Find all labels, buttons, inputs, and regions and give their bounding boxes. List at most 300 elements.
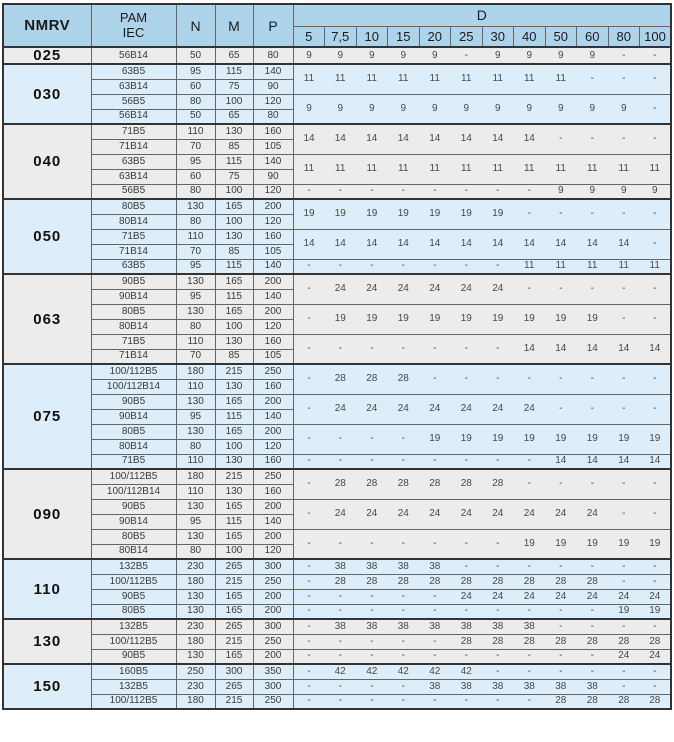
nmrv-cell: 110: [3, 559, 91, 619]
d-value-cell: -: [514, 469, 546, 499]
d-value-cell: -: [640, 499, 672, 529]
nmrv-cell: 040: [3, 124, 91, 199]
n-cell: 230: [176, 559, 215, 574]
d-value-cell: -: [545, 469, 577, 499]
d-value-cell: -: [419, 529, 451, 559]
pam-cell: 71B5: [91, 124, 176, 139]
n-cell: 110: [176, 379, 215, 394]
d-value-cell: 38: [419, 619, 451, 634]
spec-row: [3, 274, 671, 289]
d-value-cell: 19: [419, 199, 451, 229]
d-value-cell: -: [388, 679, 420, 694]
d-value-cell: -: [514, 664, 546, 679]
d-value-cell: -: [608, 499, 640, 529]
pam-cell: 90B5: [91, 394, 176, 409]
header-pam-line1: PAM: [119, 10, 148, 26]
pam-cell: 80B5: [91, 529, 176, 544]
m-cell: 100: [215, 184, 253, 199]
d-value-cell: -: [356, 649, 388, 664]
d-value-cell: 9: [419, 47, 451, 64]
p-cell: 350: [253, 664, 293, 679]
d-value-cell: 14: [325, 229, 357, 259]
d-value-cell: 24: [451, 499, 483, 529]
p-cell: 160: [253, 454, 293, 469]
n-cell: 230: [176, 679, 215, 694]
p-cell: 200: [253, 589, 293, 604]
d-value-cell: 11: [577, 154, 609, 184]
spec-row: [3, 499, 671, 514]
d-value-cell: -: [640, 559, 672, 574]
d-value-cell: -: [482, 364, 514, 394]
d-value-cell: 24: [419, 394, 451, 424]
d-value-cell: -: [388, 259, 420, 274]
header-nmrv: NMRV: [3, 4, 91, 47]
p-cell: 300: [253, 679, 293, 694]
d-value-cell: 11: [514, 154, 546, 184]
header-p: P: [253, 4, 293, 47]
m-cell: 65: [215, 47, 253, 64]
d-value-cell: -: [640, 199, 672, 229]
pam-cell: 90B14: [91, 409, 176, 424]
d-value-cell: 11: [356, 154, 388, 184]
d-value-cell: 11: [640, 259, 672, 274]
d-value-cell: -: [388, 454, 420, 469]
d-value-cell: 24: [577, 499, 609, 529]
p-cell: 140: [253, 154, 293, 169]
d-value-cell: -: [545, 364, 577, 394]
d-value-cell: -: [577, 619, 609, 634]
d-value-cell: 19: [514, 529, 546, 559]
d-value-cell: 42: [419, 664, 451, 679]
pam-cell: 100/112B14: [91, 379, 176, 394]
d-value-cell: -: [514, 199, 546, 229]
p-cell: 200: [253, 499, 293, 514]
header-d-col-40: 40: [514, 26, 546, 47]
m-cell: 165: [215, 199, 253, 214]
d-value-cell: -: [545, 604, 577, 619]
d-value-cell: 11: [451, 154, 483, 184]
d-value-cell: 28: [356, 469, 388, 499]
d-value-cell: 14: [608, 454, 640, 469]
p-cell: 160: [253, 334, 293, 349]
nmrv-cell: 075: [3, 364, 91, 469]
d-value-cell: 24: [482, 394, 514, 424]
d-value-cell: -: [419, 589, 451, 604]
d-value-cell: -: [325, 604, 357, 619]
d-value-cell: 11: [293, 154, 325, 184]
d-value-cell: -: [451, 604, 483, 619]
p-cell: 250: [253, 364, 293, 379]
d-value-cell: 28: [545, 574, 577, 589]
d-value-cell: -: [293, 274, 325, 304]
n-cell: 95: [176, 64, 215, 79]
d-value-cell: 14: [577, 229, 609, 259]
nmrv-cell: 090: [3, 469, 91, 559]
d-value-cell: -: [640, 469, 672, 499]
d-value-cell: 28: [356, 364, 388, 394]
d-value-cell: -: [419, 694, 451, 709]
d-value-cell: -: [388, 334, 420, 364]
d-value-cell: -: [419, 649, 451, 664]
p-cell: 200: [253, 529, 293, 544]
d-value-cell: -: [388, 694, 420, 709]
p-cell: 120: [253, 319, 293, 334]
d-value-cell: -: [293, 304, 325, 334]
m-cell: 165: [215, 589, 253, 604]
d-value-cell: -: [419, 634, 451, 649]
n-cell: 80: [176, 319, 215, 334]
d-value-cell: -: [388, 649, 420, 664]
d-value-cell: 14: [388, 124, 420, 154]
d-value-cell: 28: [419, 469, 451, 499]
d-value-cell: 42: [388, 664, 420, 679]
m-cell: 215: [215, 574, 253, 589]
d-value-cell: 28: [325, 574, 357, 589]
n-cell: 110: [176, 124, 215, 139]
m-cell: 215: [215, 469, 253, 484]
d-value-cell: 11: [388, 64, 420, 94]
p-cell: 250: [253, 694, 293, 709]
spec-row: [3, 559, 671, 574]
d-value-cell: -: [293, 634, 325, 649]
d-value-cell: 38: [419, 559, 451, 574]
spec-row: [3, 334, 671, 349]
p-cell: 200: [253, 604, 293, 619]
n-cell: 70: [176, 244, 215, 259]
spec-row: [3, 259, 671, 274]
p-cell: 160: [253, 379, 293, 394]
d-value-cell: -: [545, 274, 577, 304]
d-value-cell: -: [356, 694, 388, 709]
n-cell: 130: [176, 589, 215, 604]
d-value-cell: -: [356, 334, 388, 364]
pam-cell: 80B14: [91, 544, 176, 559]
d-value-cell: 28: [545, 634, 577, 649]
d-value-cell: 19: [388, 304, 420, 334]
d-value-cell: -: [451, 529, 483, 559]
d-value-cell: 19: [419, 424, 451, 454]
d-value-cell: 28: [325, 364, 357, 394]
d-value-cell: -: [577, 274, 609, 304]
d-value-cell: -: [514, 364, 546, 394]
d-value-cell: -: [388, 634, 420, 649]
d-value-cell: 38: [356, 619, 388, 634]
pam-cell: 100/112B5: [91, 364, 176, 379]
d-value-cell: 24: [419, 274, 451, 304]
spec-row: [3, 619, 671, 634]
d-value-cell: 38: [356, 559, 388, 574]
d-value-cell: -: [608, 274, 640, 304]
d-value-cell: -: [514, 454, 546, 469]
m-cell: 165: [215, 424, 253, 439]
spec-row: [3, 679, 671, 694]
pam-cell: 80B5: [91, 424, 176, 439]
m-cell: 165: [215, 604, 253, 619]
d-value-cell: 28: [451, 574, 483, 589]
d-value-cell: 19: [451, 424, 483, 454]
p-cell: 120: [253, 184, 293, 199]
d-value-cell: 28: [388, 469, 420, 499]
spec-row: [3, 199, 671, 214]
d-value-cell: 14: [356, 229, 388, 259]
d-value-cell: -: [545, 124, 577, 154]
d-value-cell: 14: [419, 229, 451, 259]
pam-cell: 90B5: [91, 649, 176, 664]
d-value-cell: -: [419, 454, 451, 469]
header-d-col-20: 20: [419, 26, 451, 47]
pam-cell: 71B5: [91, 334, 176, 349]
n-cell: 80: [176, 184, 215, 199]
pam-cell: 160B5: [91, 664, 176, 679]
m-cell: 165: [215, 394, 253, 409]
m-cell: 165: [215, 304, 253, 319]
d-value-cell: 11: [514, 64, 546, 94]
d-value-cell: 28: [577, 634, 609, 649]
p-cell: 105: [253, 139, 293, 154]
d-value-cell: 14: [608, 229, 640, 259]
d-value-cell: 38: [514, 679, 546, 694]
d-value-cell: -: [608, 364, 640, 394]
pam-cell: 71B5: [91, 229, 176, 244]
d-value-cell: 24: [451, 589, 483, 604]
p-cell: 300: [253, 619, 293, 634]
d-value-cell: 19: [482, 304, 514, 334]
spec-row: [3, 574, 671, 589]
pam-cell: 90B5: [91, 274, 176, 289]
n-cell: 95: [176, 289, 215, 304]
m-cell: 130: [215, 229, 253, 244]
d-value-cell: 28: [608, 694, 640, 709]
d-value-cell: 38: [577, 679, 609, 694]
d-value-cell: 24: [514, 394, 546, 424]
d-value-cell: 24: [419, 499, 451, 529]
pam-cell: 90B14: [91, 514, 176, 529]
n-cell: 95: [176, 514, 215, 529]
d-value-cell: -: [293, 679, 325, 694]
d-value-cell: -: [451, 364, 483, 394]
pam-cell: 63B14: [91, 169, 176, 184]
p-cell: 300: [253, 559, 293, 574]
d-value-cell: 9: [293, 94, 325, 124]
d-value-cell: 11: [482, 154, 514, 184]
d-value-cell: 28: [482, 469, 514, 499]
n-cell: 95: [176, 259, 215, 274]
d-value-cell: -: [388, 184, 420, 199]
d-value-cell: -: [577, 394, 609, 424]
d-value-cell: 9: [482, 94, 514, 124]
d-value-cell: 14: [482, 229, 514, 259]
d-value-cell: 38: [451, 679, 483, 694]
m-cell: 165: [215, 649, 253, 664]
p-cell: 140: [253, 259, 293, 274]
n-cell: 130: [176, 304, 215, 319]
m-cell: 215: [215, 364, 253, 379]
d-value-cell: 24: [482, 499, 514, 529]
d-value-cell: 9: [514, 94, 546, 124]
d-value-cell: 9: [545, 184, 577, 199]
d-value-cell: -: [482, 604, 514, 619]
d-value-cell: 38: [514, 619, 546, 634]
d-value-cell: 24: [482, 274, 514, 304]
m-cell: 100: [215, 319, 253, 334]
m-cell: 75: [215, 169, 253, 184]
m-cell: 100: [215, 214, 253, 229]
d-value-cell: -: [640, 64, 672, 94]
d-value-cell: 19: [419, 304, 451, 334]
d-value-cell: -: [293, 454, 325, 469]
d-value-cell: 24: [545, 499, 577, 529]
d-value-cell: 28: [640, 634, 672, 649]
d-value-cell: 19: [482, 424, 514, 454]
d-value-cell: 28: [325, 469, 357, 499]
p-cell: 160: [253, 484, 293, 499]
d-value-cell: 14: [388, 229, 420, 259]
pam-cell: 63B5: [91, 259, 176, 274]
d-value-cell: -: [482, 694, 514, 709]
pam-cell: 90B14: [91, 289, 176, 304]
n-cell: 180: [176, 634, 215, 649]
d-value-cell: 24: [545, 589, 577, 604]
d-value-cell: 14: [577, 334, 609, 364]
m-cell: 130: [215, 124, 253, 139]
pam-cell: 90B5: [91, 589, 176, 604]
d-value-cell: 38: [482, 679, 514, 694]
p-cell: 200: [253, 394, 293, 409]
pam-cell: 100/112B5: [91, 694, 176, 709]
pam-cell: 90B5: [91, 499, 176, 514]
d-value-cell: -: [293, 559, 325, 574]
d-value-cell: 11: [293, 64, 325, 94]
d-value-cell: -: [482, 259, 514, 274]
d-value-cell: -: [293, 589, 325, 604]
d-value-cell: -: [608, 199, 640, 229]
p-cell: 140: [253, 289, 293, 304]
d-value-cell: 19: [608, 529, 640, 559]
d-value-cell: 24: [640, 649, 672, 664]
d-value-cell: 19: [545, 304, 577, 334]
p-cell: 250: [253, 574, 293, 589]
header-d-col-30: 30: [482, 26, 514, 47]
d-value-cell: -: [482, 529, 514, 559]
p-cell: 90: [253, 79, 293, 94]
nmrv-cell: 050: [3, 199, 91, 274]
d-value-cell: 9: [514, 47, 546, 64]
d-value-cell: -: [293, 664, 325, 679]
header-d-col-80: 80: [608, 26, 640, 47]
d-value-cell: 38: [545, 679, 577, 694]
d-value-cell: 14: [451, 124, 483, 154]
d-value-cell: 28: [388, 364, 420, 394]
m-cell: 130: [215, 379, 253, 394]
n-cell: 130: [176, 199, 215, 214]
d-value-cell: 19: [577, 304, 609, 334]
d-value-cell: 19: [545, 529, 577, 559]
d-value-cell: 38: [482, 619, 514, 634]
d-value-cell: -: [608, 619, 640, 634]
spec-row: [3, 64, 671, 79]
d-value-cell: -: [356, 529, 388, 559]
d-value-cell: 28: [451, 469, 483, 499]
m-cell: 65: [215, 109, 253, 124]
d-value-cell: 9: [325, 94, 357, 124]
d-value-cell: 19: [356, 199, 388, 229]
d-value-cell: 28: [356, 574, 388, 589]
d-value-cell: -: [356, 679, 388, 694]
d-value-cell: -: [451, 454, 483, 469]
d-value-cell: -: [608, 47, 640, 64]
d-value-cell: -: [577, 649, 609, 664]
d-value-cell: -: [325, 679, 357, 694]
p-cell: 250: [253, 469, 293, 484]
n-cell: 110: [176, 454, 215, 469]
n-cell: 230: [176, 619, 215, 634]
m-cell: 265: [215, 619, 253, 634]
spec-row: [3, 364, 671, 379]
m-cell: 115: [215, 409, 253, 424]
d-value-cell: -: [356, 184, 388, 199]
d-value-cell: 9: [545, 47, 577, 64]
d-value-cell: -: [577, 664, 609, 679]
p-cell: 80: [253, 109, 293, 124]
d-value-cell: -: [356, 634, 388, 649]
n-cell: 60: [176, 79, 215, 94]
spec-row: [3, 469, 671, 484]
n-cell: 130: [176, 274, 215, 289]
d-value-cell: 9: [325, 47, 357, 64]
n-cell: 130: [176, 499, 215, 514]
m-cell: 100: [215, 94, 253, 109]
d-value-cell: 14: [514, 229, 546, 259]
pam-cell: 63B14: [91, 79, 176, 94]
p-cell: 200: [253, 199, 293, 214]
d-value-cell: -: [640, 364, 672, 394]
d-value-cell: -: [608, 574, 640, 589]
header-d-col-7_5: 7,5: [325, 26, 357, 47]
pam-cell: 56B5: [91, 94, 176, 109]
p-cell: 160: [253, 124, 293, 139]
p-cell: 140: [253, 64, 293, 79]
spec-row: [3, 304, 671, 319]
nmrv-cell: 063: [3, 274, 91, 364]
n-cell: 50: [176, 47, 215, 64]
d-value-cell: 28: [419, 574, 451, 589]
d-value-cell: -: [514, 649, 546, 664]
n-cell: 180: [176, 574, 215, 589]
n-cell: 110: [176, 229, 215, 244]
d-value-cell: 24: [325, 499, 357, 529]
header-m: M: [215, 4, 253, 47]
d-value-cell: 24: [451, 394, 483, 424]
n-cell: 250: [176, 664, 215, 679]
d-value-cell: 14: [640, 454, 672, 469]
pam-cell: 71B5: [91, 454, 176, 469]
m-cell: 115: [215, 514, 253, 529]
pam-cell: 100/112B5: [91, 634, 176, 649]
d-value-cell: -: [356, 259, 388, 274]
d-value-cell: -: [482, 184, 514, 199]
d-value-cell: -: [577, 199, 609, 229]
d-value-cell: -: [577, 604, 609, 619]
d-value-cell: 28: [388, 574, 420, 589]
d-value-cell: -: [640, 94, 672, 124]
d-value-cell: 14: [419, 124, 451, 154]
d-value-cell: -: [388, 604, 420, 619]
d-value-cell: -: [356, 589, 388, 604]
d-value-cell: -: [325, 634, 357, 649]
p-cell: 200: [253, 304, 293, 319]
d-value-cell: -: [608, 64, 640, 94]
d-value-cell: 9: [545, 94, 577, 124]
